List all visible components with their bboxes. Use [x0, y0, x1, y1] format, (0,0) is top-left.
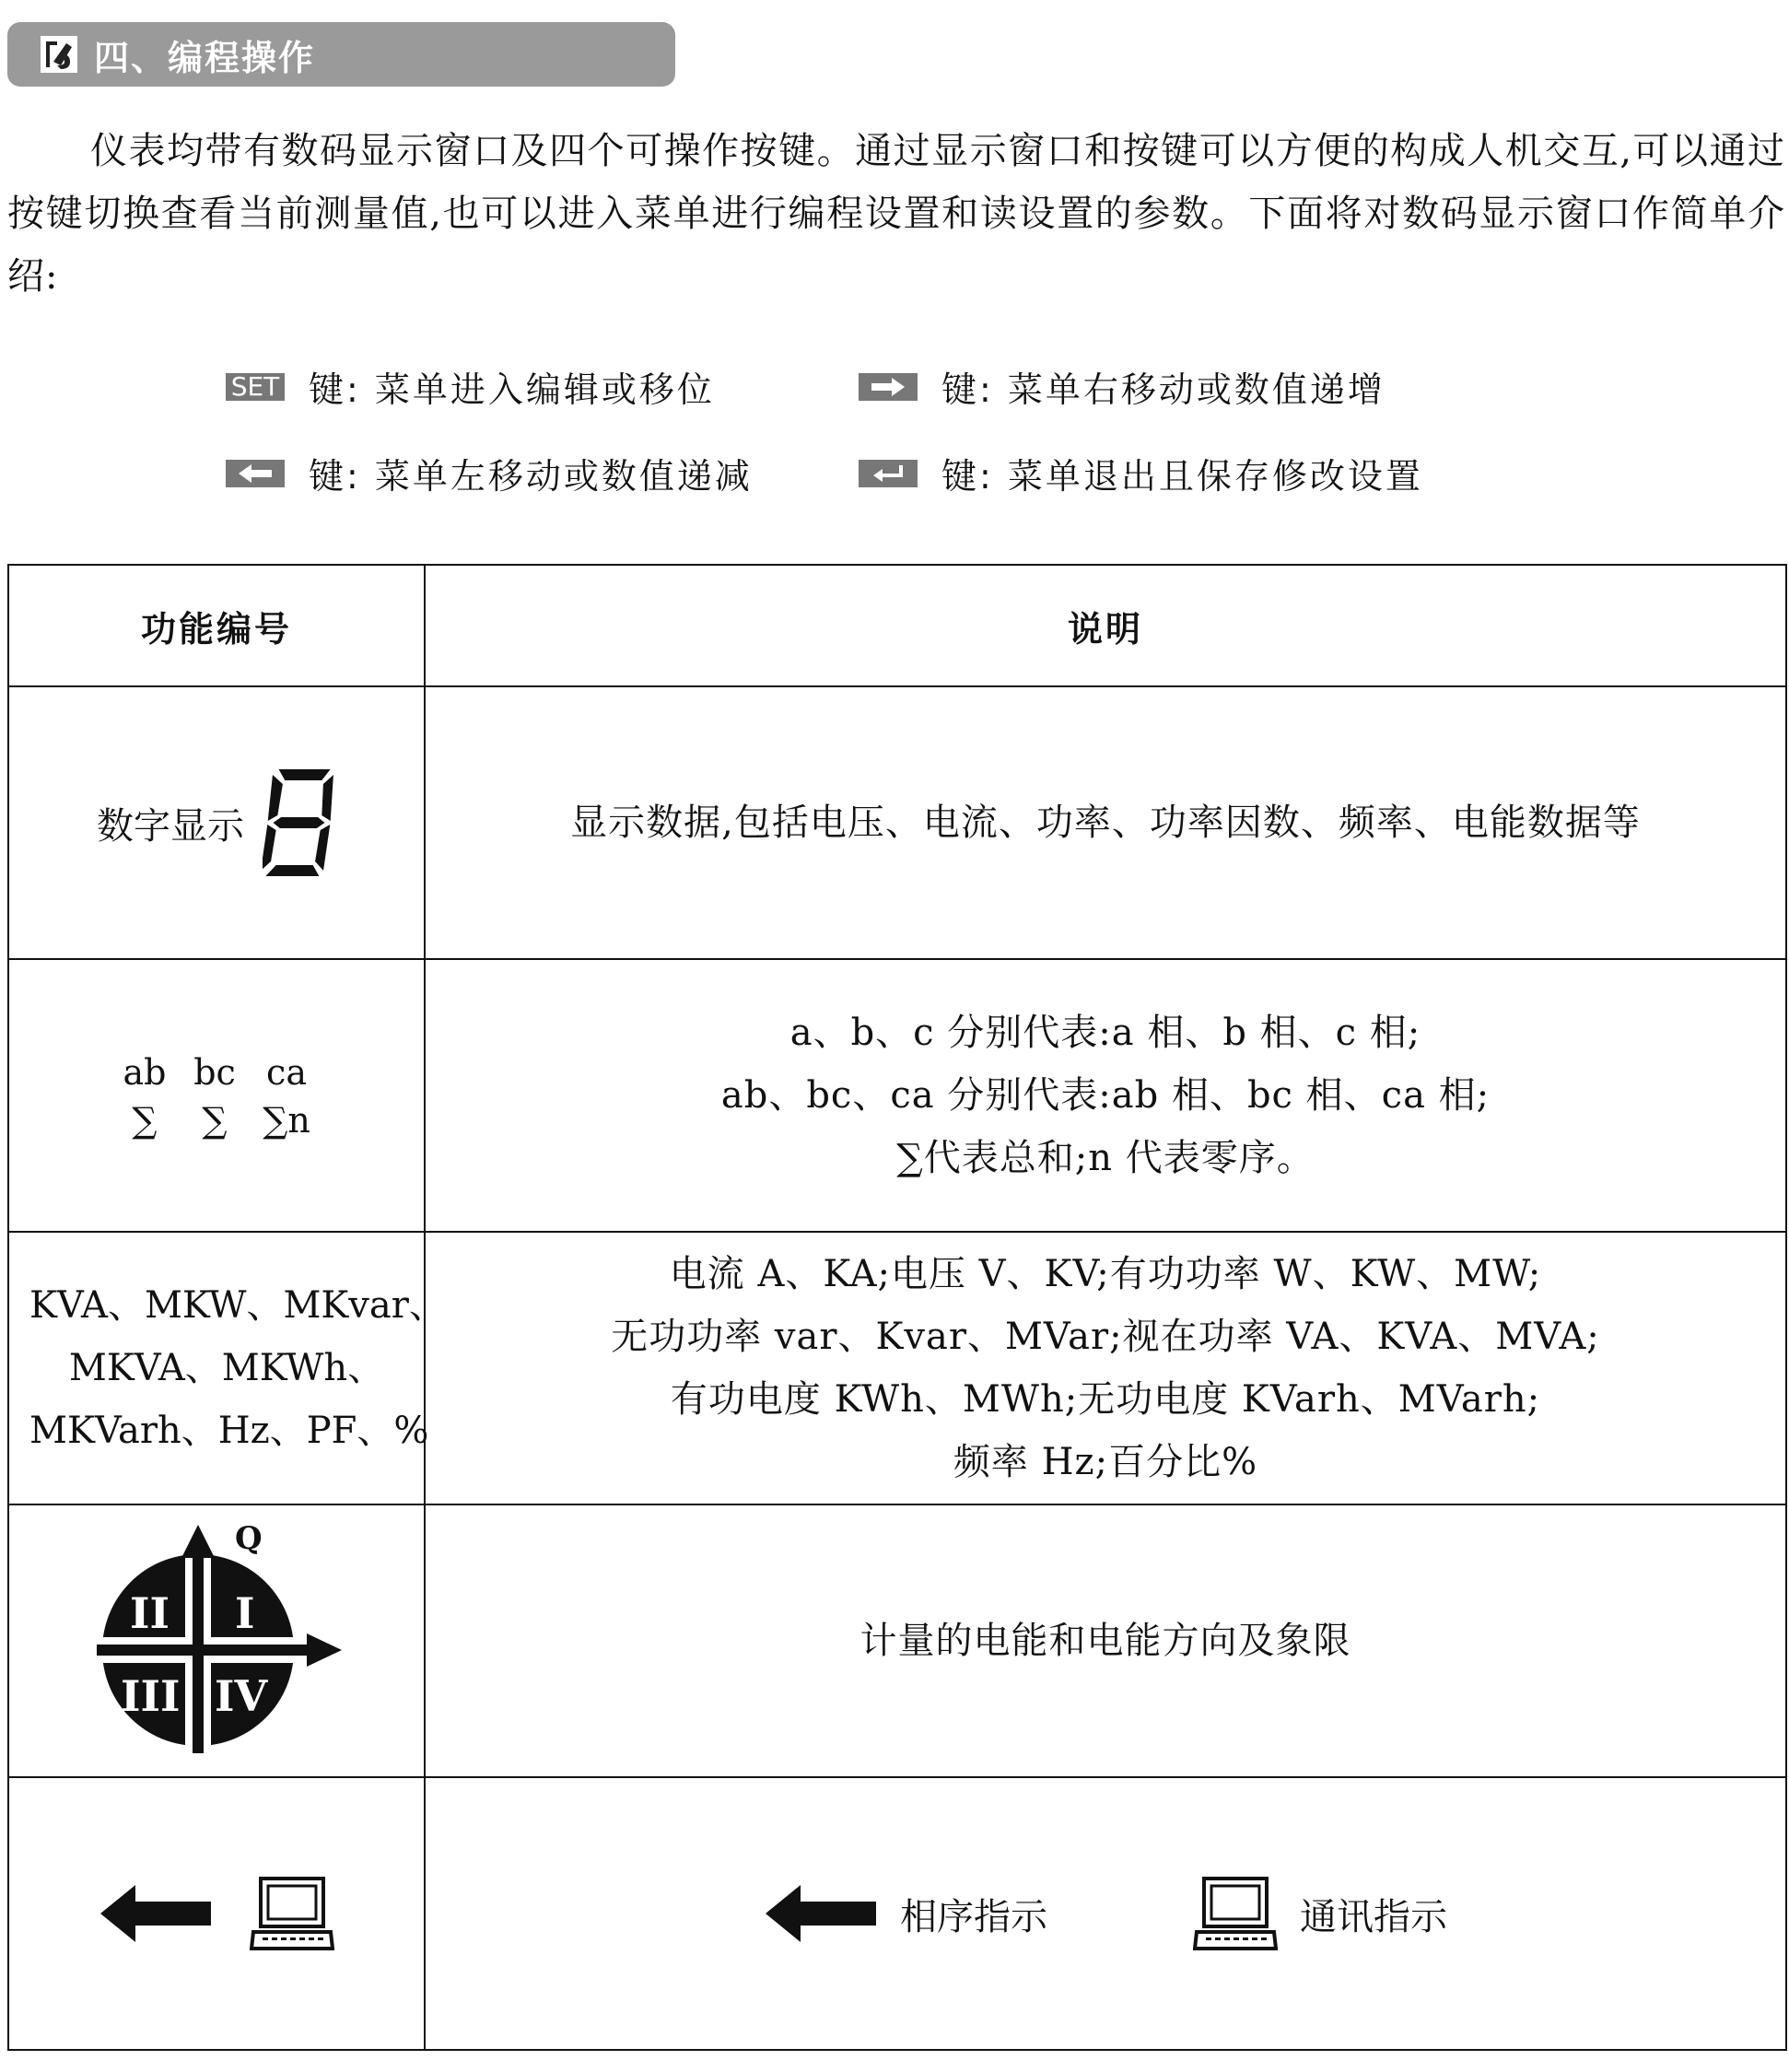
quadrant-3-label: III — [121, 1671, 181, 1721]
func-cell — [8, 1777, 425, 2050]
unit-line: KVA、MKW、MKvar、 — [29, 1284, 446, 1327]
desc-line: 频率 Hz;百分比% — [953, 1441, 1258, 1483]
key-label-right: 键: 菜单右移动或数值递增 — [941, 369, 1386, 410]
desc-cell — [425, 1504, 1786, 1777]
quadrant-q-label: Q — [235, 1521, 263, 1557]
symbol-sum: ∑ — [202, 1099, 228, 1141]
desc-cell — [425, 1232, 1786, 1504]
func-cell — [8, 686, 425, 959]
symbol-ca: ca — [266, 1051, 307, 1093]
tool-logo-icon — [39, 34, 79, 75]
symbol-sum-n: ∑n — [263, 1099, 310, 1141]
table-row — [8, 1504, 1786, 1777]
table-row — [8, 959, 1786, 1232]
key-legend-set — [226, 361, 715, 412]
intro-paragraph: 仪表均带有数码显示窗口及四个可操作按键。通过显示窗口和按键可以方便的构成人机交互,可以通过按键切换查看当前测量值,也可以进入菜单进行编程设置和读设置的参数。下面将对数码显示窗口作简单介绍: — [7, 130, 1785, 298]
symbol-ab: ab — [123, 1051, 167, 1093]
desc-cell — [425, 686, 1786, 959]
desc-line: 无功功率 var、Kvar、MVar;视在功率 VA、KVA、MVA; — [611, 1316, 1600, 1358]
table-row — [8, 686, 1786, 959]
seven-segment-digit-icon — [263, 766, 336, 880]
quadrant-1-label: I — [235, 1588, 255, 1638]
key-legend-right — [859, 361, 1386, 412]
func-text-digit: 数字显示 — [97, 804, 244, 848]
desc-line: ∑代表总和;n 代表零序。 — [896, 1137, 1315, 1179]
computer-icon — [1193, 1875, 1278, 1952]
unit-line: MKVarh、Hz、PF、% — [29, 1410, 429, 1452]
phase-arrow-icon — [764, 1881, 878, 1946]
desc-line: 有功电度 KWh、MWh;无功电度 KVarh、MVarh; — [670, 1378, 1541, 1421]
right-arrow-key-icon — [859, 373, 918, 401]
desc-line: a、b、c 分别代表:a 相、b 相、c 相; — [789, 1012, 1421, 1054]
symbol-sum: ∑ — [132, 1099, 158, 1141]
desc-line: ab、bc、ca 分别代表:ab 相、bc 相、ca 相; — [720, 1074, 1491, 1117]
section-title: 四、编程操作 — [94, 37, 316, 78]
key-label-set: 键: 菜单进入编辑或移位 — [309, 369, 715, 410]
desc-line: 电流 A、KA;电压 V、KV;有功功率 W、KW、MW; — [669, 1253, 1542, 1295]
quadrant-2-label: II — [130, 1588, 170, 1638]
table-header-row — [8, 565, 1786, 686]
set-key-icon: SET — [226, 373, 285, 401]
symbol-bc: bc — [193, 1051, 236, 1093]
computer-icon — [250, 1875, 334, 1952]
desc-line: 计量的电能和电能方向及象限 — [859, 1620, 1351, 1662]
phase-symbol-grid — [110, 1052, 323, 1141]
phase-sequence-label: 相序指示 — [900, 1895, 1047, 1938]
func-cell — [8, 1232, 446, 1504]
header-function-number: 功能编号 — [8, 565, 425, 686]
section-header — [7, 22, 675, 87]
key-legend-enter — [859, 448, 1423, 498]
quadrant-diagram-icon — [88, 1521, 345, 1761]
enter-key-icon — [859, 460, 918, 487]
table-row — [8, 1232, 1786, 1504]
key-label-left: 键: 菜单左移动或数值递减 — [309, 456, 753, 497]
function-table — [7, 564, 1787, 2051]
quadrant-4-label: IV — [215, 1671, 268, 1721]
communication-label: 通讯指示 — [1300, 1895, 1447, 1938]
desc-cell — [425, 959, 1786, 1232]
desc-line: 显示数据,包括电压、电流、功率、功率因数、频率、电能数据等 — [570, 802, 1641, 844]
left-arrow-key-icon — [226, 460, 285, 487]
key-label-enter: 键: 菜单退出且保存修改设置 — [941, 456, 1423, 497]
func-cell — [8, 959, 425, 1232]
key-legend-left — [226, 448, 753, 498]
header-description: 说明 — [425, 565, 1786, 686]
table-row — [8, 1777, 1786, 2050]
phase-arrow-icon — [99, 1881, 213, 1946]
desc-cell — [425, 1777, 1786, 2050]
func-cell — [8, 1504, 425, 1777]
unit-line: MKVA、MKWh、 — [68, 1347, 385, 1389]
